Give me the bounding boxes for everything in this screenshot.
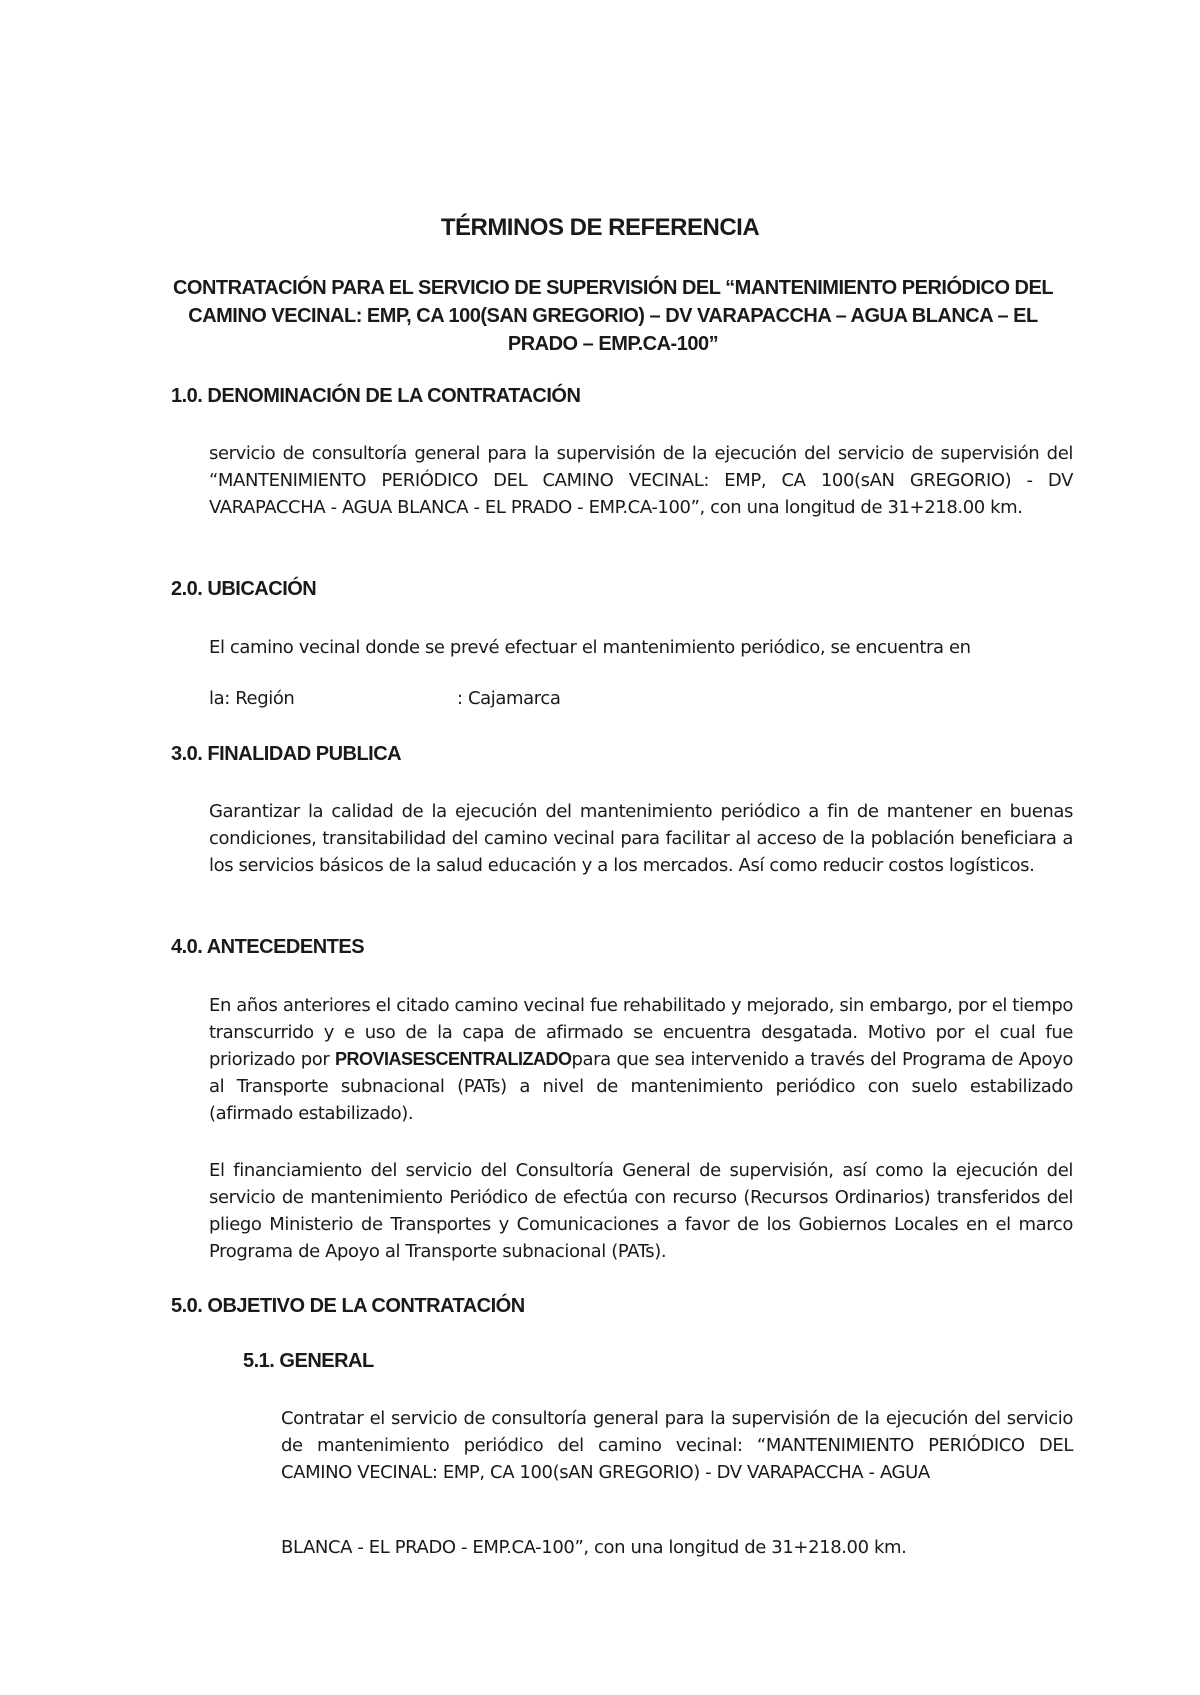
section-4-heading: [171, 936, 364, 959]
document-subtitle: CONTRATACIÓN PARA EL SERVICIO DE SUPERVISIÓN DEL “MANTENIMIENTO PERIÓDICO DEL CAMINO VECINAL: EMP, CA 100(SAN GREGORIO) – DV VARAPACCHA – AGUA BLANCA – EL PRADO – EMP.CA-100”: [172, 277, 1054, 355]
section-3-number: 3.0.: [171, 743, 203, 765]
section-3-title: FINALIDAD PUBLICA: [207, 743, 402, 765]
section-2-title: UBICACIÓN: [207, 578, 317, 600]
section-4-p1-start: En años anteriores el citado camino vecinal fue rehabilitado y mejorado, sin embargo, por el tiempo transcurrido y e uso de la capa de afirmado se encuentra desgatada. Motivo por el cual fue priorizado por: [209, 995, 1073, 1070]
section-4-paragraph-1: [209, 992, 1073, 1127]
section-3-text: Garantizar la calidad de la ejecución del mantenimiento periódico a fin de mantener en buenas condiciones, transitabilidad del camino vecinal para facilitar al acceso de la población beneficiara a los servicios básicos de la salud educación y a los mercados. Así como reducir costos logísticos.: [209, 801, 1073, 876]
section-3-heading: [171, 743, 401, 766]
section-1-title: DENOMINACIÓN DE LA CONTRATACIÓN: [207, 385, 581, 407]
subsection-5-1-number: 5.1.: [243, 1350, 275, 1372]
region-label: la: Región: [209, 688, 295, 709]
section-4-number: 4.0.: [171, 936, 203, 958]
section-1-number: 1.0.: [171, 385, 203, 407]
section-2-text: El camino vecinal donde se prevé efectuar el mantenimiento periódico, se encuentra en: [209, 637, 971, 658]
subsection-5-1-title: GENERAL: [279, 1350, 374, 1372]
section-2-heading: [171, 578, 316, 601]
section-5-title: OBJETIVO DE LA CONTRATACIÓN: [207, 1295, 525, 1317]
section-4-paragraph-2: El financiamiento del servicio del Consultoría General de supervisión, así como la ejecución del servicio de mantenimiento Periódico de efectúa con recurso (Recursos Ordinarios) transferidos del pliego Ministerio de Transportes y Comunicaciones a favor de los Gobiernos Locales en el marco Programa de Apoyo al Transporte subnacional (PATs).: [209, 1160, 1073, 1262]
section-1-text: servicio de consultoría general para la supervisión de la ejecución del servicio de supervisión del “MANTENIMIENTO PERIÓDICO DEL CAMINO VECINAL: EMP, CA 100(sAN GREGORIO) - DV VARAPACCHA - AGUA BLANCA - EL PRADO - EMP.CA-100”, con una longitud de 31+218.00 km.: [209, 443, 1073, 518]
section-1-heading: [171, 385, 580, 408]
section-5-heading: [171, 1295, 525, 1318]
document-title: TÉRMINOS DE REFERENCIA: [440, 214, 760, 241]
section-2-number: 2.0.: [171, 578, 203, 600]
subsection-5-1-heading: [243, 1350, 374, 1373]
region-value: : Cajamarca: [457, 688, 561, 709]
section-4-p1-end: para que sea intervenido a través del Programa de Apoyo al Transporte subnacional (PATs) a nivel de mantenimiento periódico con suelo estabilizado (afirmado estabilizado).: [209, 1049, 1073, 1124]
section-4-title: ANTECEDENTES: [206, 936, 365, 958]
subsection-5-1-paragraph-1: Contratar el servicio de consultoría general para la supervisión de la ejecución del servicio de mantenimiento periódico del camino vecinal: “MANTENIMIENTO PERIÓDICO DEL CAMINO VECINAL: EMP, CA 100(sAN GREGORIO) - DV VARAPACCHA - AGUA: [281, 1408, 1073, 1483]
subsection-5-1-paragraph-2: BLANCA - EL PRADO - EMP.CA-100”, con una longitud de 31+218.00 km.: [281, 1537, 907, 1558]
section-4-p1-institution: PROVIASESCENTRALIZADO: [334, 1049, 572, 1069]
section-5-number: 5.0.: [171, 1295, 203, 1317]
